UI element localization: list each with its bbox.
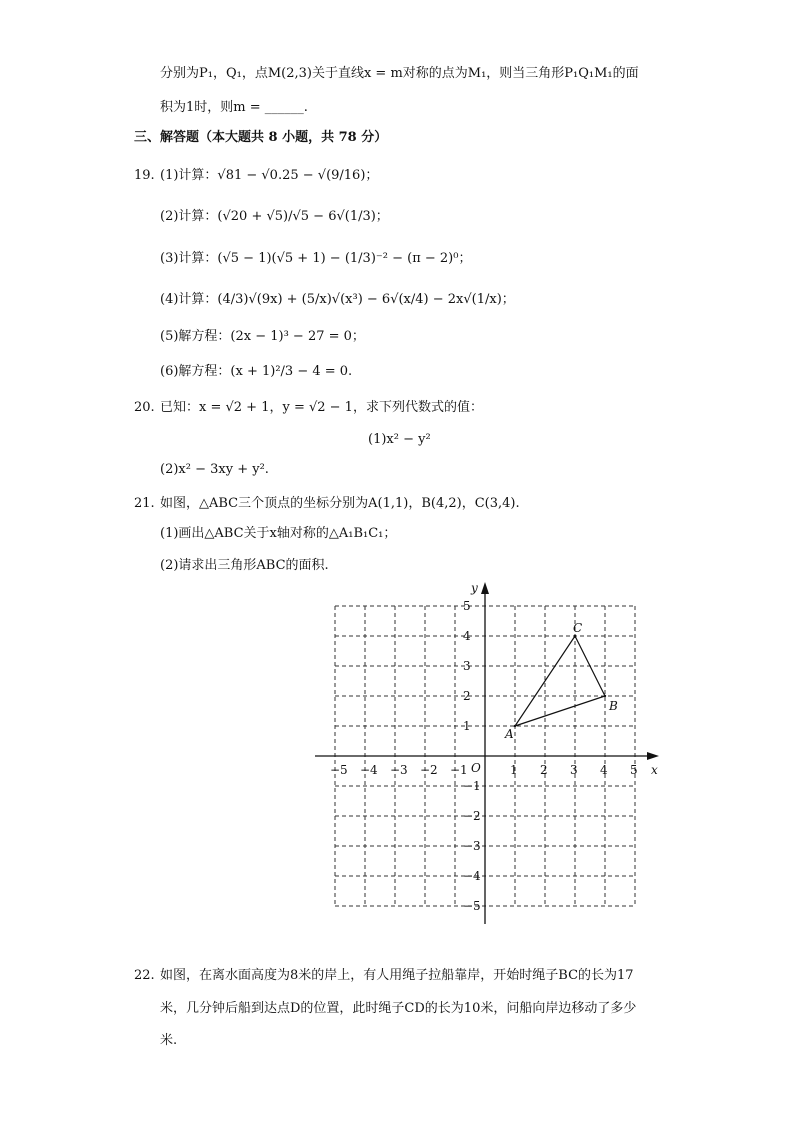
origin-label: O [471, 761, 481, 775]
vertex-point [604, 695, 606, 697]
y-tick-label: 4 [463, 629, 471, 643]
y-tick-label: −3 [463, 839, 481, 853]
q19-item-6: (6)解方程：(x + 1)²/3 − 4 = 0. [160, 364, 353, 379]
x-tick-label: −5 [330, 763, 348, 777]
x-tick-label: −4 [360, 763, 378, 777]
y-tick-label: 2 [463, 689, 471, 703]
y-tick-label: −1 [463, 779, 481, 793]
q20-intro: 已知：x = √2 + 1，y = √2 − 1，求下列代数式的值： [160, 400, 483, 415]
vertex-point [574, 635, 576, 637]
x-tick-label: 5 [630, 763, 638, 777]
x-tick-label: −3 [390, 763, 408, 777]
vertex-point [514, 725, 516, 727]
section-title: 三、解答题（本大题共 8 小题，共 78 分） [134, 130, 388, 145]
x-tick-label: −2 [420, 763, 438, 777]
q19-item-1: (1)计算：√81 − √0.25 − √(9/16)； [160, 168, 379, 183]
q21-part-1: (1)画出△ABC关于x轴对称的△A₁B₁C₁； [160, 526, 397, 541]
vertex-label: B [609, 699, 618, 713]
question-number-19: 19. [134, 168, 155, 183]
vertex-label: C [573, 621, 583, 635]
q21-intro: 如图，△ABC三个顶点的坐标分别为A(1,1)，B(4,2)，C(3,4). [160, 496, 520, 511]
y-axis-arrow-icon [481, 582, 489, 594]
q21-part-2: (2)请求出三角形ABC的面积. [160, 558, 329, 573]
continuation-line-2: 积为1时，则m = ______. [160, 100, 308, 115]
coordinate-grid-svg [310, 576, 670, 936]
x-tick-label: 3 [570, 763, 578, 777]
q19-item-2: (2)计算：(√20 + √5)/√5 − 6√(1/3)； [160, 209, 389, 224]
q19-item-4: (4)计算：(4/3)√(9x) + (5/x)√(x³) − 6√(x/4) − 2x√(1/x)； [160, 292, 515, 307]
x-tick-label: 2 [540, 763, 548, 777]
q19-item-3: (3)计算：(√5 − 1)(√5 + 1) − (1/3)⁻² − (π − 2)⁰； [160, 251, 472, 266]
q20-part-1: (1)x² − y² [368, 432, 431, 447]
y-tick-label: −4 [463, 869, 481, 883]
y-tick-label: 1 [463, 719, 471, 733]
vertex-label: A [505, 727, 514, 741]
q19-item-5: (5)解方程：(2x − 1)³ − 27 = 0； [160, 329, 365, 344]
q22-line-2: 米，几分钟后船到达点D的位置，此时绳子CD的长为10米，问船向岸边移动了多少 [160, 1001, 637, 1016]
q20-part-2: (2)x² − 3xy + y². [160, 462, 269, 477]
y-axis-label: y [471, 581, 478, 595]
question-number-21: 21. [134, 496, 155, 511]
continuation-line-1: 分别为P₁，Q₁，点M(2,3)关于直线x = m对称的点为M₁，则当三角形P₁Q₁M₁的面 [160, 66, 639, 81]
q22-line-1: 如图，在离水面高度为8米的岸上，有人用绳子拉船靠岸，开始时绳子BC的长为17 [160, 968, 634, 983]
y-tick-label: −5 [463, 899, 481, 913]
q22-line-3: 米. [160, 1033, 178, 1048]
y-tick-label: 3 [463, 659, 471, 673]
x-tick-label: 1 [510, 763, 518, 777]
coordinate-grid-figure [310, 576, 670, 936]
x-tick-label: 4 [600, 763, 608, 777]
x-axis-arrow-icon [647, 752, 659, 760]
triangle-abc [515, 636, 605, 726]
question-number-20: 20. [134, 400, 155, 415]
x-axis-label: x [651, 763, 658, 777]
question-number-22: 22. [134, 968, 155, 983]
x-tick-label: −1 [450, 763, 468, 777]
y-tick-label: −2 [463, 809, 481, 823]
y-tick-label: 5 [463, 599, 471, 613]
